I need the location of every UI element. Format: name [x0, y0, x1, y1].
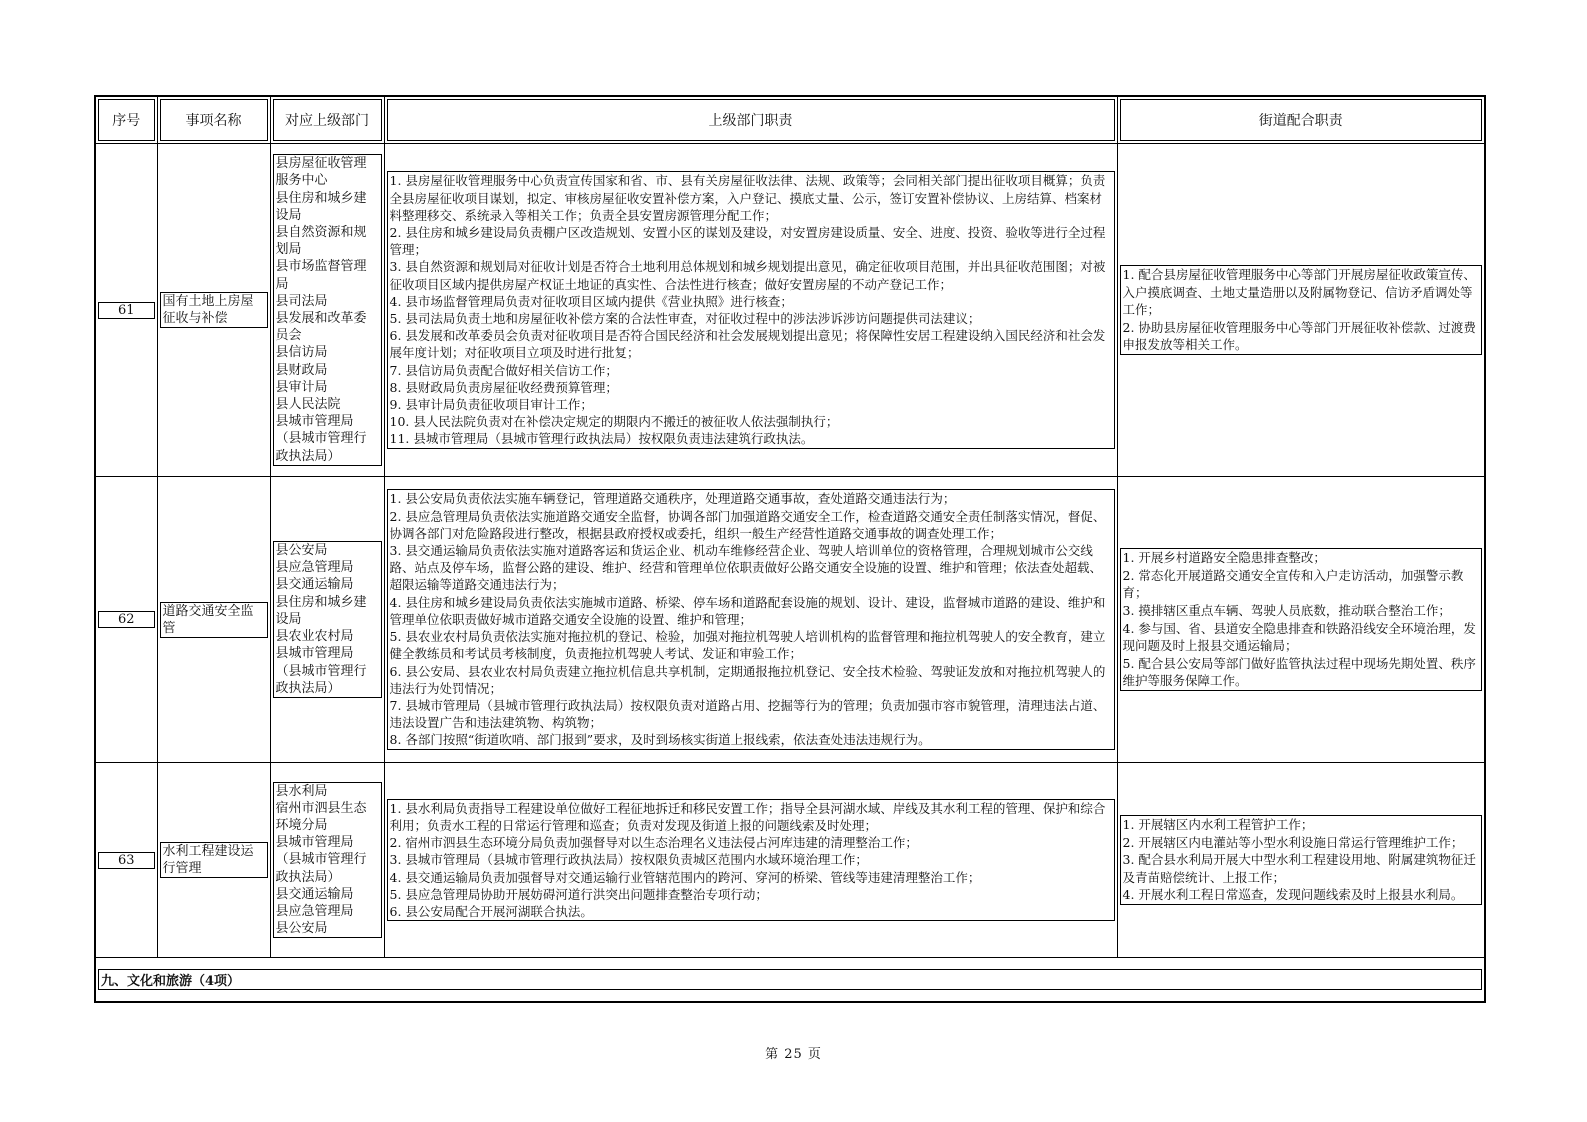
dept-item: 县住房和城乡建设局	[275, 190, 367, 223]
section-cell	[95, 958, 1485, 1002]
street-item: 1. 开展辖区内水利工程管护工作；	[1122, 817, 1314, 833]
header-name-label: 事项名称	[185, 113, 242, 129]
dept-item: 县交通运输局	[275, 886, 354, 902]
duty-item: 1. 县水利局负责指导工程建设单位做好工程征地拆迁和移民安置工作；指导全县河湖水域、岸线及其水利工程的管理、保护和综合利用；负责水工程的日常运行管理和巡查；负责对发现及街道上报的问题线索及时处理；	[389, 800, 1106, 833]
section-title: 九、文化和旅游（4项）	[101, 973, 241, 989]
dept-item: 县公安局	[275, 921, 328, 937]
dept-item: 县城市管理局（县城市管理行政执法局）	[275, 835, 367, 885]
duty-item: 8. 县财政局负责房屋征收经费预算管理；	[389, 379, 618, 395]
dept-item: 县人民法院	[275, 397, 341, 413]
page-number: 第 25 页	[765, 1047, 822, 1062]
dept-cell	[270, 763, 384, 958]
duty-cell	[384, 144, 1117, 477]
street-cell	[1117, 763, 1485, 958]
name-cell	[157, 144, 270, 477]
table-row	[95, 144, 1485, 477]
name-cell	[157, 763, 270, 958]
duty-item: 4. 县住房和城乡建设局负责依法实施城市道路、桥梁、停车场和道路配套设施的规划、设计、建设，监督城市道路的建设、维护和管理单位依职责做好城市道路交通安全设施的设置、维护和管理；	[389, 594, 1106, 627]
table-row	[95, 763, 1485, 958]
duty-item: 6. 县发展和改革委员会负责对征收项目是否符合国民经济和社会发展规划提出意见；将保障性安居工程建设纳入国民经济和社会发展年度计划；对征收项目立项及时进行批复；	[389, 328, 1106, 361]
seq-value: 62	[117, 612, 135, 627]
dept-item: 县农业农村局	[275, 629, 354, 645]
street-item: 4. 开展水利工程日常巡查，发现问题线索及时上报县水利局。	[1122, 887, 1464, 903]
duty-item: 2. 县住房和城乡建设局负责棚户区改造规划、安置小区的谋划及建设，对安置房建设质量、安全、进度、投资、验收等进行全过程管理；	[389, 224, 1106, 258]
duty-item: 7. 县城市管理局（县城市管理行政执法局）按权限负责对道路占用、挖掘等行为的管理；负责加强市容市貌管理，清理违法占道、违法设置广告和违法建筑物、构筑物；	[389, 697, 1106, 731]
dept-item: 县信访局	[275, 345, 328, 361]
dept-item: 宿州市泗县生态环境分局	[275, 800, 367, 833]
dept-item: 县住房和城乡建设局	[275, 594, 367, 627]
table-header-row	[95, 96, 1485, 144]
dept-item: 县城市管理局（县城市管理行政执法局）	[275, 646, 367, 696]
duty-item: 11. 县城市管理局（县城市管理行政执法局）按权限负责违法建筑行政执法。	[389, 431, 814, 447]
seq-value: 61	[117, 302, 135, 318]
duty-item: 6. 县公安局、县农业农村局负责建立拖拉机信息共享机制，定期通报拖拉机登记、安全技术检验、驾驶证发放和对拖拉机驾驶人的违法行为处罚情况；	[389, 663, 1106, 696]
dept-item: 县应急管理局	[275, 560, 354, 576]
street-item: 2. 协助县房屋征收管理服务中心等部门开展征收补偿款、过渡费申报发放等相关工作。	[1122, 319, 1476, 353]
dept-cell	[270, 477, 384, 763]
duty-cell	[384, 763, 1117, 958]
dept-cell	[270, 144, 384, 477]
dept-item: 县水利局	[275, 783, 328, 799]
dept-item: 县自然资源和规划局	[275, 224, 367, 258]
dept-item: 县应急管理局	[275, 904, 354, 919]
duty-cell	[384, 477, 1117, 763]
duty-item: 5. 县农业农村局负责依法实施对拖拉机的登记、检验，加强对拖拉机驾驶人培训机构的监督管理和拖拉机驾驶人的安全教育，建立健全教练员和考试员考核制度，负责拖拉机驾驶人考试、发证和审验工作；	[389, 629, 1106, 662]
duty-item: 1. 县公安局负责依法实施车辆登记，管理道路交通秩序，处理道路交通事故，查处道路交通违法行为；	[389, 491, 956, 507]
header-street-label: 街道配合职责	[1258, 113, 1343, 129]
header-dept	[270, 96, 384, 144]
duty-item: 3. 县城市管理局（县城市管理行政执法局）按权限负责城区范围内水域环境治理工作；	[389, 852, 868, 868]
dept-item: 县发展和改革委员会	[275, 311, 367, 344]
seq-value: 63	[117, 852, 135, 868]
dept-item: 县交通运输局	[275, 577, 354, 593]
dept-item: 县审计局	[275, 379, 328, 395]
street-cell	[1117, 477, 1485, 763]
header-street	[1117, 96, 1485, 144]
header-seq	[95, 96, 157, 144]
duty-item: 1. 县房屋征收管理服务中心负责宣传国家和省、市、县有关房屋征收法律、法规、政策等；会同相关部门提出征收项目概算；负责全县房屋征收项目谋划，拟定、审核房屋征收安置补偿方案，入户登记、摸底丈量、公示，签订安置补偿协议、上房结算、档案材料整理移交、系统录入等相关工作；负责全县安置房源管理分配工作；	[389, 173, 1106, 223]
duty-item: 10. 县人民法院负责对在补偿决定规定的期限内不搬迁的被征收人依法强制执行；	[389, 414, 839, 430]
dept-item: 县公安局	[275, 543, 328, 559]
header-seq-label: 序号	[112, 113, 141, 129]
header-duty	[384, 96, 1117, 144]
section-row	[95, 958, 1485, 1002]
duty-item: 5. 县应急管理局协助开展妨碍河道行洪突出问题排查整治专项行动；	[389, 886, 768, 902]
duty-item: 5. 县司法局负责土地和房屋征收补偿方案的合法性审查，对征收过程中的涉法涉诉涉访问题提供司法建议；	[389, 311, 981, 326]
header-duty-label: 上级部门职责	[708, 113, 793, 129]
street-item: 1. 开展乡村道路安全隐患排查整改；	[1122, 550, 1326, 566]
street-item: 2. 开展辖区内电灌站等小型水利设施日常运行管理维护工作；	[1122, 834, 1464, 850]
dept-item: 县市场监督管理局	[275, 259, 367, 292]
duty-item: 3. 县自然资源和规划局对征收计划是否符合土地利用总体规划和城乡规划提出意见，确定征收项目范围，并出具征收范围图；对被征收项目区域内提供房屋产权证土地证的真实性、合法性进行核查；做好安置房屋的不动产登记工作；	[389, 259, 1106, 292]
duty-item: 4. 县市场监督管理局负责对征收项目区域内提供《营业执照》进行核查；	[389, 293, 793, 309]
duty-item: 2. 宿州市泗县生态环境分局负责加强督导对以生态治理名义违法侵占河库违建的清理整治工作；	[389, 835, 918, 851]
table-row	[95, 477, 1485, 763]
responsibility-table	[94, 95, 1486, 1003]
seq-cell	[95, 763, 157, 958]
dept-item: 县司法局	[275, 293, 328, 309]
dept-item: 县城市管理局（县城市管理行政执法局）	[275, 414, 367, 464]
item-name: 国有土地上房屋征收与补偿	[162, 294, 254, 326]
street-cell	[1117, 144, 1485, 477]
duty-item: 7. 县信访局负责配合做好相关信访工作；	[389, 362, 618, 378]
header-name	[157, 96, 270, 144]
street-item: 1. 配合县房屋征收管理服务中心等部门开展房屋征收政策宣传、入户摸底调查、土地丈量造册以及附属物登记、信访矛盾调处等工作；	[1122, 267, 1476, 318]
street-item: 4. 参与国、省、县道安全隐患排查和铁路沿线安全环境治理，发现问题及时上报县交通运输局；	[1122, 620, 1476, 654]
duty-item: 4. 县交通运输局负责加强督导对交通运输行业管辖范围内的跨河、穿河的桥梁、管线等违建清理整治工作；	[389, 869, 981, 885]
dept-item: 县财政局	[275, 362, 328, 378]
duty-item: 2. 县应急管理局负责依法实施道路交通安全监督，协调各部门加强道路交通安全工作，检查道路交通安全责任制落实情况，督促、协调各部门对危险路段进行整改，根据县政府授权或委托，组织一般生产经营性道路交通事故的调查处理工作；	[389, 508, 1106, 541]
duty-item: 3. 县交通运输局负责依法实施对道路客运和货运企业、机动车维修经营企业、驾驶人培训单位的资格管理，合理规划城市公交线路、站点及停车场，监督公路的建设、维护、经营和管理单位依职责做好公路交通安全设施的设置、维护和管理；依法查处超载、超限运输等道路交通违法行为；	[389, 543, 1103, 593]
street-item: 5. 配合县公安局等部门做好监管执法过程中现场先期处置、秩序维护等服务保障工作。	[1122, 655, 1476, 689]
dept-item: 县房屋征收管理服务中心	[275, 156, 367, 189]
duty-item: 8. 各部门按照“街道吹哨、部门报到”要求，及时到场核实街道上报线索，依法查处违法违规行为。	[389, 732, 931, 748]
name-cell	[157, 477, 270, 763]
street-item: 3. 摸排辖区重点车辆、驾驶人员底数，推动联合整治工作；	[1122, 602, 1451, 618]
street-item: 2. 常态化开展道路交通安全宣传和入户走访活动，加强警示教育；	[1122, 567, 1464, 601]
item-name: 水利工程建设运行管理	[162, 844, 254, 876]
item-name: 道路交通安全监管	[162, 603, 254, 636]
street-item: 3. 配合县水利局开展大中型水利工程建设用地、附属建筑物征迁及青苗赔偿统计、上报工作；	[1122, 852, 1476, 885]
duty-item: 9. 县审计局负责征收项目审计工作；	[389, 397, 593, 413]
header-dept-label: 对应上级部门	[285, 113, 369, 129]
seq-cell	[95, 144, 157, 477]
seq-cell	[95, 477, 157, 763]
duty-item: 6. 县公安局配合开展河湖联合执法。	[389, 904, 593, 919]
